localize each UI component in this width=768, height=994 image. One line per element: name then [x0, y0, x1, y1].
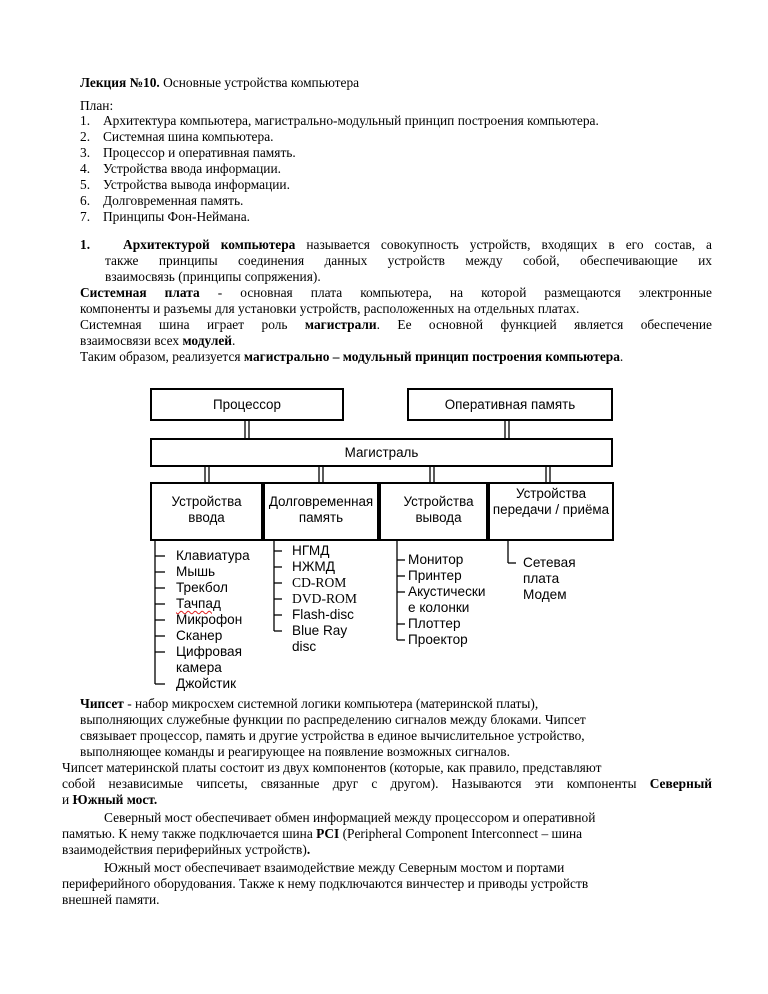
lecture-number: Лекция №10.	[80, 75, 160, 90]
section1-line2: также принципы соединения данных устройств между собой, обеспечивающие их	[105, 253, 712, 268]
output-item: Проектор	[408, 632, 468, 647]
chipset-line1	[80, 696, 538, 711]
plan-item-number: 3.	[80, 145, 91, 160]
transfer-devices-box	[488, 482, 614, 541]
input-devices-label-1: Устройства	[171, 494, 242, 509]
processor-box	[150, 388, 344, 421]
north-text: памятью. К нему также подключается шина	[62, 826, 313, 841]
bus-line2-pre: взаимосвязи всех	[80, 333, 180, 348]
principle-term: магистрально – модульный принцип построения компьютера	[243, 349, 620, 364]
plan-item-text: Системная шина компьютера.	[103, 129, 274, 144]
transfer-item: Сетевая	[523, 555, 576, 570]
plan-item-number: 6.	[80, 193, 91, 208]
architecture-term: Архитектурой компьютера	[123, 237, 296, 252]
chipset2-and: и	[62, 792, 70, 807]
storage-label-1: Долговременная	[268, 494, 374, 509]
ram-label: Оперативная память	[444, 397, 576, 412]
chipset2-line1: Чипсет материнской платы состоит из двух компонентов (которые, как правило, представляют	[62, 760, 602, 775]
plan-item-number: 2.	[80, 129, 91, 144]
chipset-text: - набор микросхем системной логики компьютера (материнской платы),	[127, 696, 539, 711]
input-devices-box	[150, 482, 263, 541]
input-item: Цифровая	[176, 644, 242, 659]
output-item: Принтер	[408, 568, 462, 583]
north-term: Северный	[649, 776, 712, 791]
processor-label: Процессор	[213, 397, 281, 412]
south-line3: внешней памяти.	[62, 892, 160, 907]
input-item: Трекбол	[176, 580, 228, 595]
storage-item: НГМД	[292, 543, 330, 558]
north-line3-text: взаимодействия периферийных устройств)	[62, 842, 307, 857]
ram-box	[407, 388, 613, 421]
input-item: Клавиатура	[176, 548, 250, 563]
bus-label: Магистраль	[344, 445, 419, 460]
chipset-line3: связывает процессор, память и другие устройства в единое вычислительное устройство,	[80, 728, 585, 743]
north-line3	[62, 842, 310, 857]
section1-line3: взаимосвязь (принципы сопряжения).	[105, 269, 321, 284]
bus-term: магистрали	[304, 317, 377, 332]
principle-post: .	[619, 349, 624, 364]
output-item: Монитор	[408, 552, 464, 567]
sysboard-text: - основная плата компьютера, на которой размещаются электронные	[217, 285, 712, 300]
north-line3-period: .	[306, 842, 311, 857]
north-line1: Северный мост обеспечивает обмен информацией между процессором и оперативной	[104, 810, 596, 825]
storage-item: Flash-disc	[292, 607, 354, 622]
south-line1: Южный мост обеспечивает взаимодействие между Северным мостом и портами	[104, 860, 565, 875]
input-item: Микрофон	[176, 612, 243, 627]
plan-item-text: Устройства ввода информации.	[103, 161, 281, 176]
sysboard-line2: компоненты и разъемы для установки устройств, расположенных на отдельных платах.	[80, 301, 580, 316]
chipset-line2: выполняющих служебные функции по распределению сигналов между блоками. Чипсет	[80, 712, 586, 727]
plan-item-text: Долговременная память.	[103, 193, 244, 208]
principle-pre: Таким образом, реализуется	[80, 349, 241, 364]
chipset2-text: собой независимые чипсеты, связанные друг с другом). Называются эти компоненты	[62, 776, 637, 791]
bus-text-post: . Ее основной функцией является обеспечение	[376, 317, 712, 332]
chipset-line4: выполняющее команды и реагирующее на появление возможных сигналов.	[80, 744, 510, 759]
transfer-item: Модем	[523, 587, 567, 602]
chipset2-line2	[62, 776, 712, 791]
storage-item: Blue Ray	[292, 623, 348, 638]
south-term: Южный мост.	[72, 792, 158, 807]
plan-item-text: Архитектура компьютера, магистрально-модульный принцип построения компьютера.	[103, 113, 599, 128]
output-item: Плоттер	[408, 616, 461, 631]
plan-item-number: 5.	[80, 177, 91, 192]
storage-item: disc	[292, 639, 317, 654]
bus-text-pre: Системная шина играет роль	[80, 317, 288, 332]
input-item: Мышь	[176, 564, 216, 579]
output-item: Акустически	[408, 584, 486, 599]
bus-line2-post: .	[232, 333, 236, 348]
plan-label: План:	[80, 98, 114, 113]
chipset2-line3	[62, 792, 157, 807]
storage-box	[263, 482, 379, 541]
pci-term: PCI	[316, 826, 340, 841]
output-devices-box	[379, 482, 488, 541]
sysboard-term: Системная плата	[80, 285, 200, 300]
input-item: Сканер	[176, 628, 223, 643]
section1-text: называется совокупность устройств, входящих в его состав, а	[306, 237, 712, 252]
south-line2: периферийного оборудования. Также к нему подключаются винчестер и приводы устройств	[62, 876, 589, 891]
output-item: е колонки	[408, 600, 470, 615]
input-item: камера	[176, 660, 222, 675]
chipset-term: Чипсет	[80, 696, 124, 711]
plan-item-text: Принципы Фон-Неймана.	[103, 209, 251, 224]
bus-box	[150, 438, 613, 467]
input-devices-label-2: ввода	[188, 510, 225, 525]
storage-item: НЖМД	[292, 559, 335, 574]
storage-label-2: память	[298, 510, 344, 525]
modules-term: модулей	[182, 333, 233, 348]
plan-item-number: 1.	[80, 113, 91, 128]
plan-item-text: Процессор и оперативная память.	[103, 145, 296, 160]
input-item: Тачпад	[176, 596, 221, 611]
input-item: Джойстик	[176, 676, 237, 691]
lecture-title: Основные устройства компьютера	[163, 75, 360, 90]
output-devices-label-1: Устройства	[403, 494, 474, 509]
transfer-devices-label-2: передачи / приёма	[492, 502, 610, 517]
plan-item-number: 7.	[80, 209, 91, 224]
transfer-item: плата	[523, 571, 560, 586]
plan-item-number: 4.	[80, 161, 91, 176]
plan-item-text: Устройства вывода информации.	[103, 177, 290, 192]
output-devices-label-2: вывода	[415, 510, 462, 525]
storage-item: DVD-ROM	[292, 591, 357, 606]
north-line2	[62, 826, 582, 841]
section1-number: 1.	[80, 237, 91, 252]
north-text-post: (Peripheral Component Interconnect – шина	[342, 826, 583, 841]
transfer-devices-label-1: Устройства	[515, 486, 587, 501]
storage-item: CD-ROM	[292, 575, 347, 590]
